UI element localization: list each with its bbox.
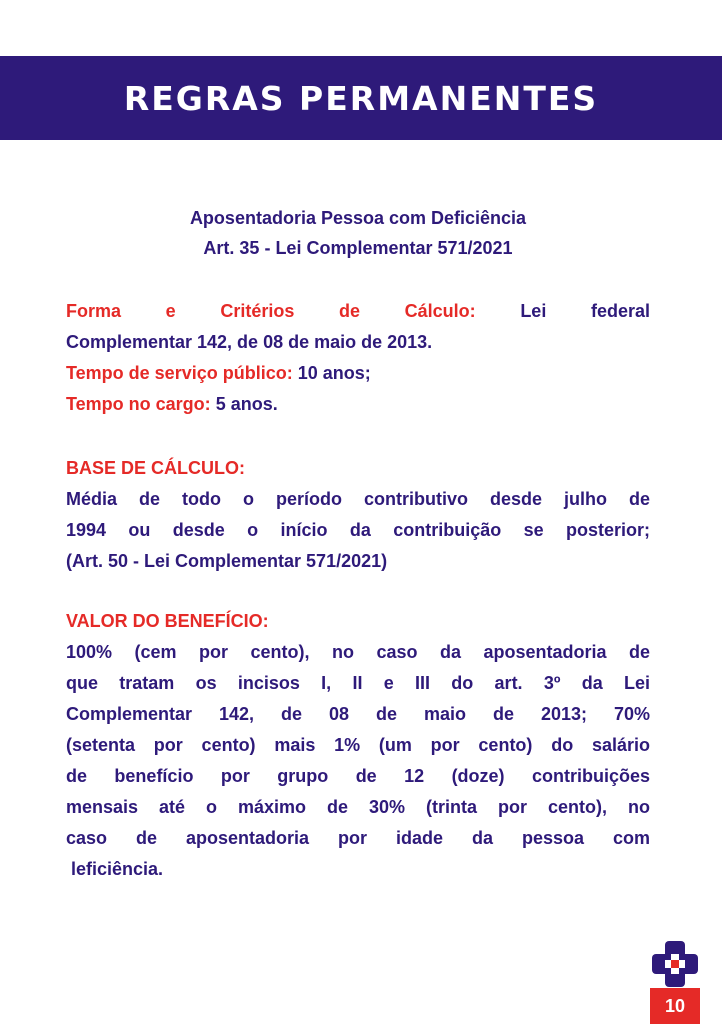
service-time-line — [66, 358, 650, 389]
benefit-label: VALOR DO BENEFÍCIO: — [66, 611, 269, 631]
criteria-line-2: Complementar 142, de 08 de maio de 2013. — [66, 332, 433, 352]
base-label: BASE DE CÁLCULO: — [66, 458, 245, 478]
benefit-text-line: de benefício por grupo de 12 (doze) contribuições — [66, 766, 650, 786]
page-title: REGRAS PERMANENTES — [123, 79, 599, 118]
document-heading-line-2: Art. 35 - Lei Complementar 571/2021 — [203, 238, 513, 258]
service-time-label: Tempo de serviço público: — [66, 363, 293, 383]
logo-red-center — [671, 960, 679, 968]
benefit-section — [66, 606, 650, 885]
criteria-label: Forma e Critérios de Cálculo: — [66, 301, 476, 321]
benefit-text-line: leficiência. — [66, 859, 164, 879]
base-text-line: Média de todo o período contributivo desde julho de — [66, 489, 650, 509]
base-text-line: (Art. 50 - Lei Complementar 571/2021) — [66, 551, 388, 571]
criteria-value-1: Lei federal — [520, 301, 650, 321]
cargo-time-label: Tempo no cargo: — [66, 394, 211, 414]
document-heading-line-1: Aposentadoria Pessoa com Deficiência — [189, 208, 527, 228]
cargo-time-line — [66, 389, 650, 420]
cross-logo-icon — [652, 941, 698, 987]
document-heading — [66, 203, 650, 263]
criteria-line-1 — [66, 296, 650, 327]
base-section — [66, 453, 650, 577]
benefit-text-line: caso de aposentadoria por idade da pessoa com — [66, 828, 650, 848]
benefit-text-line: 100% (cem por cento), no caso da aposentadoria de — [66, 642, 650, 662]
benefit-text-line: que tratam os incisos I, II e III do art. 3º da Lei — [66, 673, 650, 693]
benefit-text-line: Complementar 142, de 08 de maio de 2013; 70% — [66, 704, 650, 724]
benefit-text-line: (setenta por cento) mais 1% (um por cento) do salário — [66, 735, 650, 755]
cargo-time-value: 5 anos. — [215, 394, 278, 414]
page-number-badge: 10 — [650, 988, 700, 1024]
base-text-line: 1994 ou desde o início da contribuição se posterior; — [66, 520, 650, 540]
benefit-text-line: mensais até o máximo de 30% (trinta por cento), no — [66, 797, 650, 817]
service-time-value: 10 anos; — [297, 363, 371, 383]
criteria-section — [66, 296, 650, 420]
